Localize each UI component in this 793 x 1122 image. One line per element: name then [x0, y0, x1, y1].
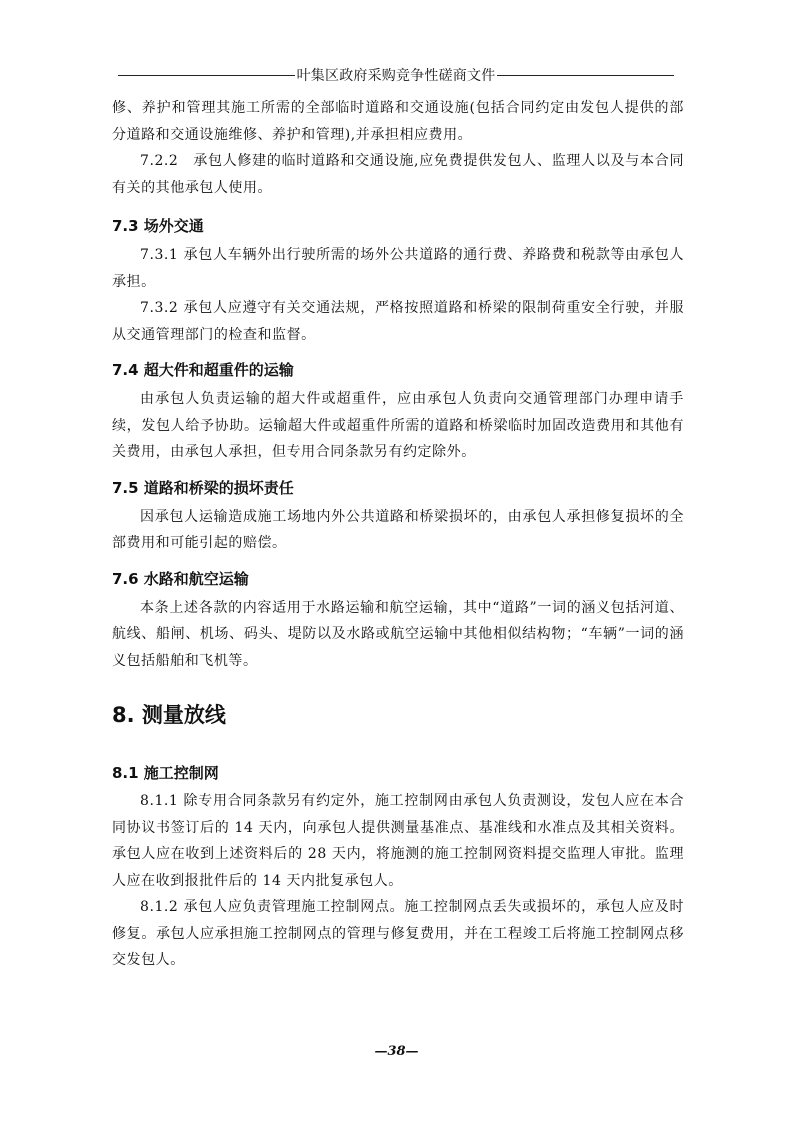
paragraph: 8.1.2 承包人应负责管理施工控制网点。施工控制网点丢失或损坏的，承包人应及时修复。承包人应承担施工控制网点的管理与修复费用，并在工程竣工后将施工控制网点移交发包人。: [112, 899, 684, 968]
paragraph: 因承包人运输造成施工场地内外公共道路和桥梁损坏的，由承包人承担修复损坏的全部费用和可能引起的赔偿。: [112, 508, 684, 551]
paragraph: 由承包人负责运输的超大件或超重件，应由承包人负责向交通管理部门办理申请手续，发包人给予协助。运输超大件或超重件所需的道路和桥梁临时加固改造费用和其他有关费用，由承包人承担，但专用合同条款另有约定除外。: [112, 391, 684, 460]
paragraph: 7.3.1 承包人车辆外出行驶所需的场外公共道路的通行费、养路费和税款等由承包人承担。: [112, 247, 684, 290]
document-title: 叶集区政府采购竞争性磋商文件: [296, 68, 496, 84]
page-number: —38—: [374, 1044, 419, 1059]
paragraph: 7.2.2 承包人修建的临时道路和交通设施,应免费提供发包人、监理人以及与本合同有关的其他承包人使用。: [112, 153, 684, 196]
header-rule-left: [118, 75, 295, 76]
page-body: [112, 95, 684, 974]
header-rule-right: [497, 75, 674, 76]
section-heading: 7.6 水路和航空运输: [112, 569, 249, 588]
paragraph: 8.1.1 除专用合同条款另有约定外，施工控制网由承包人负责测设，发包人应在本合同协议书签订后的 14 天内，向承包人提供测量基准点、基准线和水准点及其相关资料。承包人应在收到上述资料后的 28 天内，将施测的施工控制网资料提交监理人审批。监理人应在收到报批件后的 14 天内批复承包人。: [112, 793, 684, 889]
paragraph: 本条上述各款的内容适用于水路运输和航空运输，其中“道路”一词的涵义包括河道、航线、船闸、机场、码头、堤防以及水路或航空运输中其他相似结构物；“车辆”一词的涵义包括船舶和飞机等。: [112, 599, 684, 669]
section-heading: 7.5 道路和桥梁的损坏责任: [112, 478, 294, 497]
chapter-heading: 8. 测量放线: [112, 703, 226, 727]
section-heading: 8.1 施工控制网: [112, 764, 219, 782]
page-header: [118, 64, 674, 86]
paragraph: 修、养护和管理其施工所需的全部临时道路和交通设施(包括合同约定由发包人提供的部分道路和交通设施维修、养护和管理),并承担相应费用。: [112, 100, 684, 143]
paragraph: 7.3.2 承包人应遵守有关交通法规，严格按照道路和桥梁的限制荷重安全行驶，并服从交通管理部门的检查和监督。: [112, 300, 684, 343]
section-heading: 7.3 场外交通: [112, 217, 204, 235]
section-heading: 7.4 超大件和超重件的运输: [112, 361, 294, 379]
